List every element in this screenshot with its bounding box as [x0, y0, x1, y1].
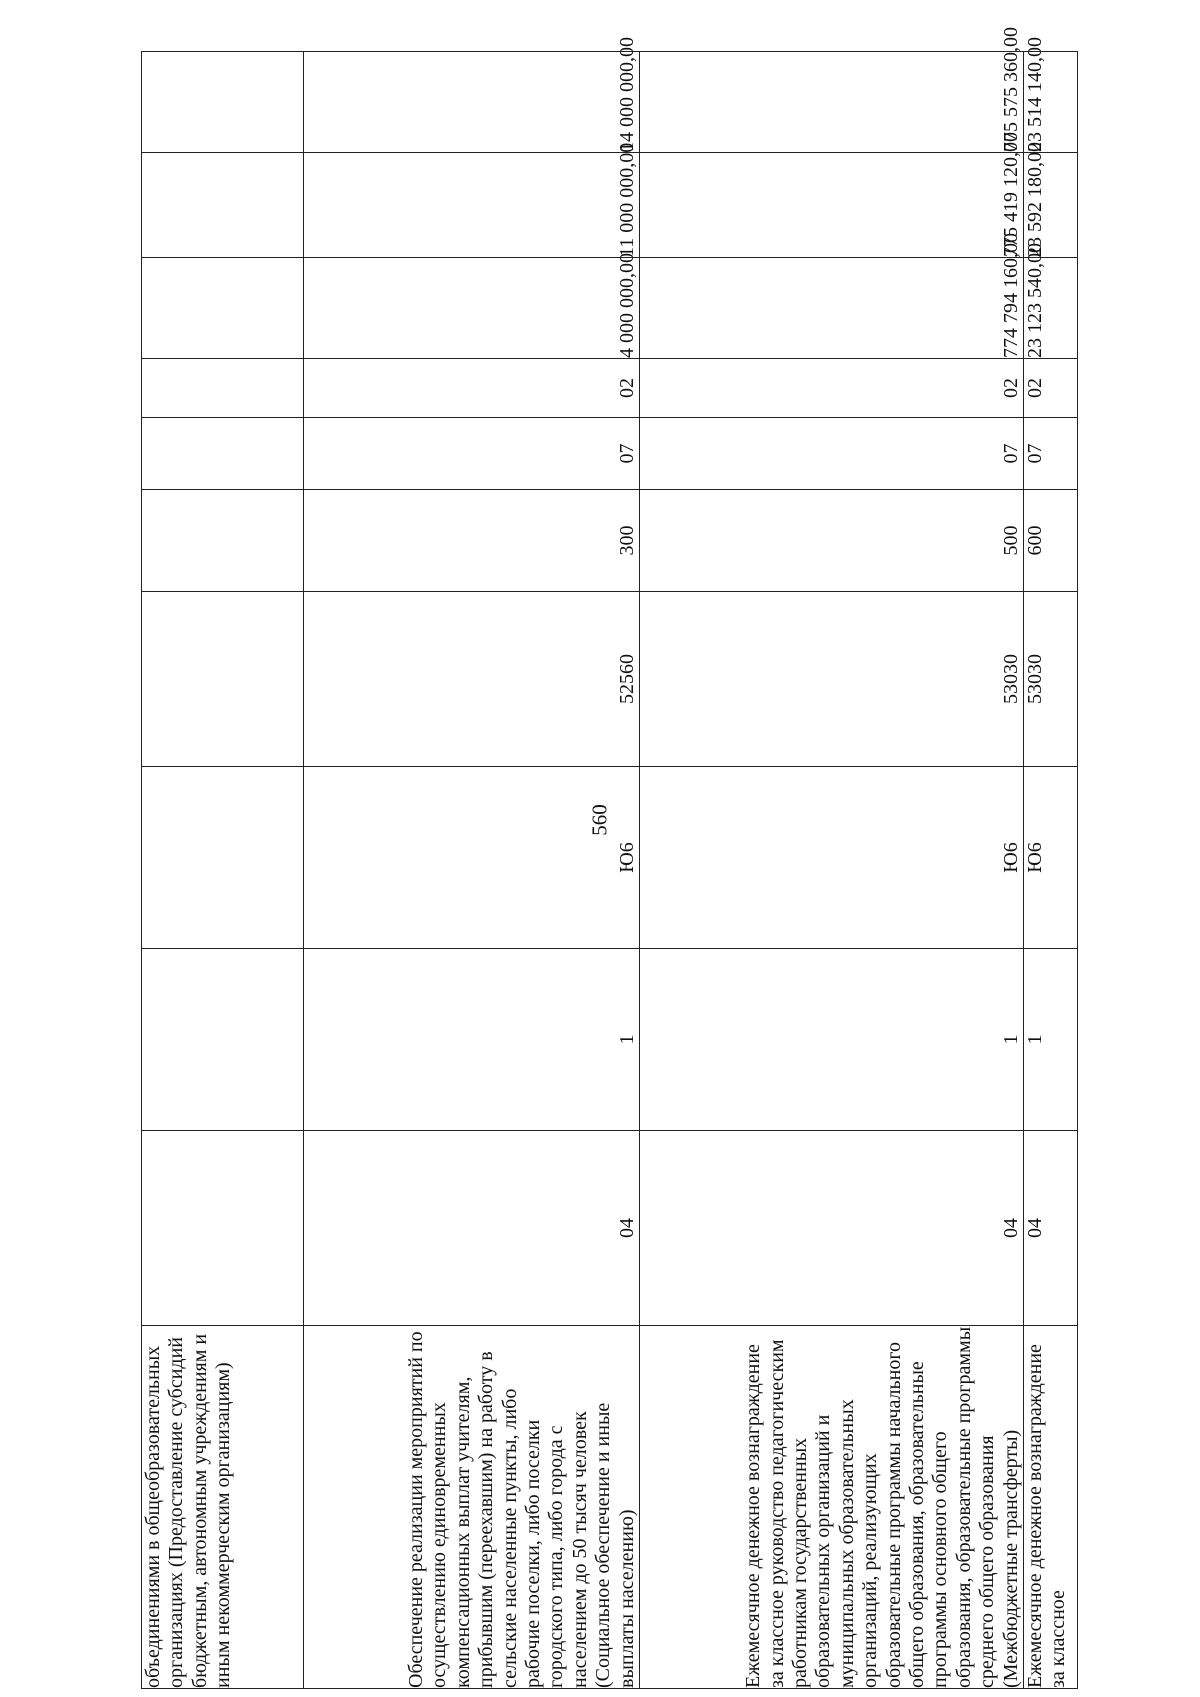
code-cell: [142, 1131, 304, 1326]
code-cell: 1: [304, 949, 640, 1131]
amount-cell: 774 794 160,00: [640, 258, 1024, 359]
amount-cell: [142, 153, 304, 258]
amount-cell: [142, 52, 304, 153]
code-cell: [142, 949, 304, 1131]
code-cell: [142, 767, 304, 949]
page-number: 560: [587, 804, 612, 836]
code-cell: 600: [1024, 490, 1078, 592]
amount-cell: 14 000 000,00: [304, 52, 640, 153]
code-cell: 53030: [640, 592, 1024, 767]
code-cell: Ю6: [304, 767, 640, 949]
row-description: Ежемесячное денежное вознаграждение за классное руководство педагогическим работникам государственных образовательных организаций и муниципальных образовательных организаций, реализующих образовательные программы начального общего образования, образовательные программы основного общего образования, образовательные программы среднего общего образования (Межбюджетные трансферты): [640, 1326, 1024, 1689]
code-cell: 52560: [304, 592, 640, 767]
budget-table: [141, 27, 1078, 1689]
table-row: [142, 52, 304, 1689]
code-cell: 07: [304, 418, 640, 490]
code-cell: 300: [304, 490, 640, 592]
amount-cell: 4 000 000,00: [304, 258, 640, 359]
code-cell: 07: [1024, 418, 1078, 490]
code-cell: 02: [1024, 359, 1078, 418]
amount-cell: 23 592 180,00: [1024, 153, 1078, 258]
code-cell: [142, 359, 304, 418]
code-cell: 04: [640, 1131, 1024, 1326]
budget-table-rotated: [141, 27, 1077, 1689]
table-row: [1024, 52, 1078, 1689]
row-description: Ежемесячное денежное вознаграждение за классное: [1024, 1326, 1078, 1689]
row-description: Обеспечение реализации мероприятий по осуществлению единовременных компенсационных выплат учителям, прибывшим (переехавшим) на работу в сельские населенные пункты, либо рабочие поселки, либо поселки городского типа, либо города с населением до 50 тысяч человек (Социальное обеспечение и иные выплаты населению): [304, 1326, 640, 1689]
code-cell: 02: [304, 359, 640, 418]
code-cell: [142, 592, 304, 767]
row-description: объединениями в общеобразовательных организациях (Предоставление субсидий бюджетным, автономным учреждениям и иным некоммерческим организациям): [142, 1326, 304, 1689]
table-row: [304, 52, 640, 1689]
amount-cell: 775 419 120,00: [640, 153, 1024, 258]
code-cell: Ю6: [640, 767, 1024, 949]
amount-cell: 775 575 360,00: [640, 52, 1024, 153]
amount-cell: 23 514 140,00: [1024, 52, 1078, 153]
code-cell: [142, 418, 304, 490]
code-cell: 500: [640, 490, 1024, 592]
table-row: [640, 52, 1024, 1689]
code-cell: Ю6: [1024, 767, 1078, 949]
code-cell: 04: [304, 1131, 640, 1326]
code-cell: 04: [1024, 1131, 1078, 1326]
code-cell: 07: [640, 418, 1024, 490]
code-cell: 1: [1024, 949, 1078, 1131]
amount-cell: 11 000 000,00: [304, 153, 640, 258]
amount-cell: [142, 258, 304, 359]
amount-cell: 23 123 540,00: [1024, 258, 1078, 359]
code-cell: 53030: [1024, 592, 1078, 767]
code-cell: [142, 490, 304, 592]
code-cell: 02: [640, 359, 1024, 418]
code-cell: 1: [640, 949, 1024, 1131]
